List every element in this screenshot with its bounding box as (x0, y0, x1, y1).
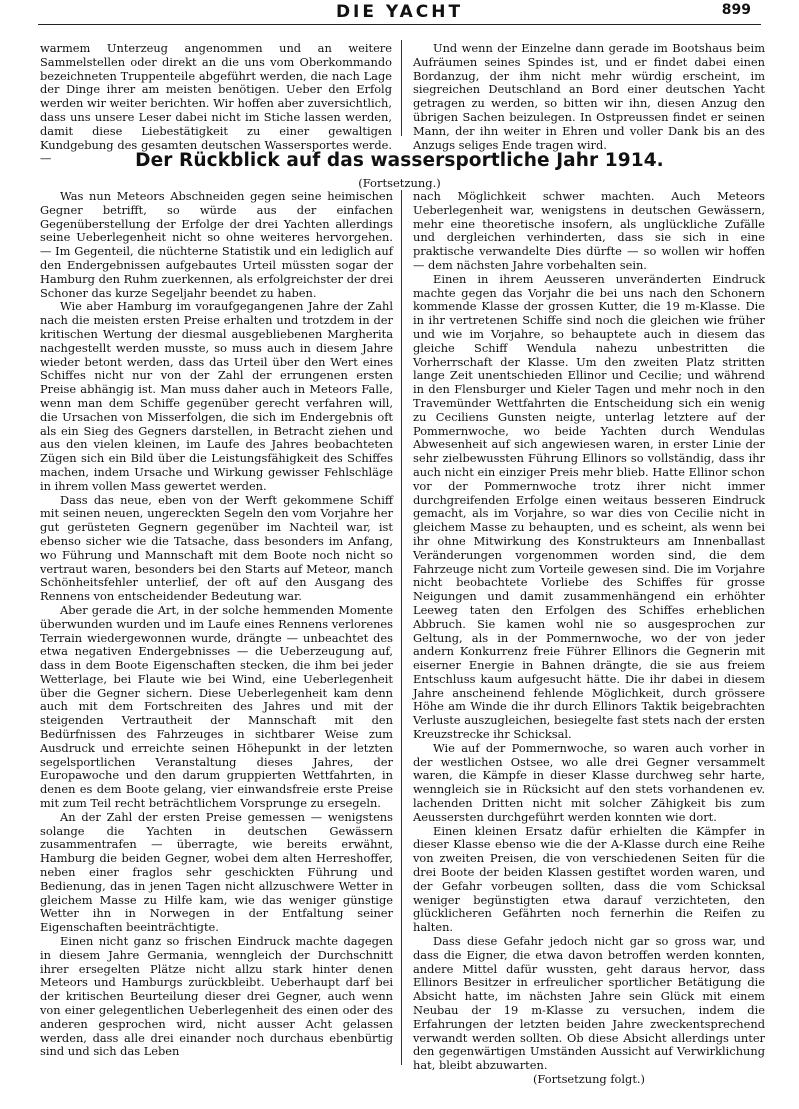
article-paragraph: Einen nicht ganz so frischen Eindruck machte dagegen in diesem Jahre Germania, wenngleich der Durchschnitt ihrer ersegelten Plätze nicht allzu stark hinter denen Meteors und Hamburgs zurückbleibt. Ueberhaupt darf bei der kritischen Beurteilung dieser drei Gegner, auch wenn von einer gelegentlichen Ueberlegenheit des einen oder des anderen gesprochen wird, nicht ausser Acht gelassen werden, dass alle drei einander noch durchaus ebenbürtig sind und sich das Leben (40, 934, 393, 1059)
article-subtitle: (Fortsetzung.) (358, 176, 441, 190)
article-paragraph: Aber gerade die Art, in der solche hemmenden Momente überwunden wurden und im Laufe eines Rennens verlorenes Terrain wiedergewonnen wurde, drängte — unbeachtet des etwa negativen Endergebnisses — die Ueberzeugung auf, dass in dem Boote Eigenschaften stecken, die ihm bei jeder Wetterlage, bei Flaute wie bei Wind, eine Ueberlegenheit über die Gegner sichern. Diese Ueberlegenheit kam denn auch mit dem Fortschreiten des Jahres und mit der steigenden Vertrautheit der Mannschaft mit den Bedürfnissen des Fahrzeuges in sichtbarer Weise zum Ausdruck und erreichte seinen Höhepunkt in der letzten segelsportlichen Veranstaltung dieses Jahres, der Europawoche und den darum gruppierten Wettfahrten, in denen es dem Boote gelang, vier einwandsfreie erste Preise mit zum Teil recht beträchtlichem Vorsprunge zu ersegeln. (40, 602, 393, 811)
article-paragraph: Wie auf der Pommernwoche, so waren auch vorher in der westlichen Ostsee, wo alle drei Gegner versammelt waren, die Kämpfe in dieser Klasse durchweg sehr harte, wenngleich sie in Rücksicht auf den stets vorhandenen ev. lachenden Dritten nicht mit solcher Zähigkeit bis zum Aeussersten durchgeführt werden konnten wie dort. (413, 740, 765, 824)
article-paragraph: Dass das neue, eben von der Werft gekommene Schiff mit seinen neuen, ungereckten Segeln den vom Vorjahre her gut gerüsteten Gegnern gegenüber im Nachteil war, ist ebenso sicher wie die Tatsache, dass besonders im Anfang, wo Führung und Mannschaft mit dem Boote noch nicht so vertraut waren, besonders bei den Starts auf Meteor, manch Schönheitsfehler unterlief, der oft auf den Ausgang des Rennens von entscheidender Bedeutung war. (40, 492, 393, 604)
column-divider-main (401, 190, 402, 1065)
header-rule (38, 24, 761, 25)
top-right-paragraph: Und wenn der Einzelne dann gerade im Bootshaus beim Aufräumen seines Spindes ist, und er findet dabei einen Bordanzug, der ihm nicht mehr würdig erscheint, im siegreichen Deutschland an Bord einer deutschen Yacht getragen zu werden, so bitten wir ihn, diesen Anzug den übrigen Sachen beizulegen. In Ostpreussen findet er seinen Mann, der ihn weiter in Ehren und voller Dank bis an des Anzugs seliges Ende tragen wird. (413, 41, 765, 152)
article-title: Der Rückblick auf das wassersportliche Jahr 1914. (135, 150, 664, 171)
article-paragraph: Einen in ihrem Aeusseren unveränderten Eindruck machte gegen das Vorjahr die bei uns nach den Schonern kommende Klasse der grossen Kutter, die 19 m-Klasse. Die in ihr vertretenen Schiffe sind noch die gleichen wie früher und wie im Vorjahre, so behauptete auch in diesem das gleiche Schiff Wendula nahezu unbestritten die Vorherrschaft der Klasse. Um den zweiten Platz stritten lange Zeit unentschieden Ellinor und Cecilie; und während in den Flensburger und Kieler Tagen und mehr noch in den Travemünder Wettfahrten die Entscheidung sich ein wenig zu Ceciliens Gunsten neigte, unterlag letztere auf der Pommernwoche, wo beide Yachten durch Wendulas Abwesenheit auf sich angewiesen waren, in erster Linie der sehr zielbewussten Führung Ellinors so vollständig, dass ihr auch nicht ein einziger Preis mehr blieb. Hatte Ellinor schon vor der Pommernwoche trotz ihrer nicht immer durchgreifenden Erfolge einen weitaus besseren Eindruck gemacht, als im Vorjahre, so war dies von Cecilie nicht in gleichem Masse zu behaupten, und es scheint, als wenn bei ihr ohne Mitwirkung des Konstrukteurs am Innenballast Veränderungen vorgenommen worden sind, die dem Fahrzeuge nicht zum Vorteile gewesen sind. Die im Vorjahre nicht beobachtete Vorliebe des Schiffes für grosse Neigungen und damit zusammenhängend ein erhöhter Leeweg taten den Erfolgen des Schiffes erheblichen Abbruch. Sie kamen wohl nie so ausgesprochen zur Geltung, als in der Pommernwoche, wo der von jeder andern Konkurrenz freie Führer Ellinors die Gegnerin mit eiserner Energie in Bahnen drängte, die sie aus freiem Entschluss kaum aufgesucht hätte. Die ihr dabei in diesem Jahre anscheinend fehlende Möglichkeit, durch grössere Höhe am Winde die ihr durch Ellinors Taktik beigebrachten Verluste auszugleichen, besiegelte fast stets nach der ersten Kreuzstrecke ihr Schicksal. (413, 271, 765, 742)
running-header (0, 2, 799, 24)
article-paragraph: Einen kleinen Ersatz dafür erhielten die Kämpfer in dieser Klasse ebenso wie die der A-Klasse durch eine Reihe von zweiten Preisen, die von verschiedenen Seiten für die drei Boote der beiden Klassen gestiftet worden waren, und der Gefahr vorbeugen sollten, dass die vom Schicksal weniger begünstigten etwa darauf verzichteten, den glücklicheren Gefährten noch fernerhin die Reifen zu halten. (413, 823, 765, 935)
top-left-column (40, 42, 392, 166)
article-paragraph: nach Möglichkeit schwer machten. Auch Meteors Ueberlegenheit war, wenigstens in deutschen Gewässern, mehr eine theoretische insofern, als unglückliche Zufälle und dergleichen verhinderten, dass sie sich in eine praktische verwandelte Dies dürfte — so wollen wir hoffen — dem nächsten Jahre vorbehalten sein. (413, 189, 765, 272)
article-left-column (40, 190, 393, 1059)
article-paragraph: Was nun Meteors Abschneiden gegen seine heimischen Gegner betrifft, so würde aus der einfachen Gegenüberstellung der Erfolge der drei Yachten allerdings seine Ueberlegenheit nicht so ohne weiteres hervorgehen. — Im Gegenteil, die nüchterne Statistik und ein lediglich auf den Endergebnissen aufgebautes Urteil müssten sogar der Hamburg den Ruhm zuerkennen, als erfolgreichster der drei Schoner das kurze Segeljahr beendet zu haben. (40, 189, 393, 300)
page-number: 899 (721, 2, 751, 18)
journal-title: DIE YACHT (335, 2, 464, 22)
article-paragraph: Wie aber Hamburg im voraufgegangenen Jahre der Zahl nach die meisten ersten Preise erhalten und trotzdem in der kritischen Wertung der diesmal ausgebliebenen Margherita nachgestellt werden musste, so muss auch in diesem Jahre wieder betont werden, dass das Urteil über den Wert eines Schiffes nicht nur von der Zahl der errungenen ersten Preise abhängig ist. Man muss daher auch in Meteors Falle, wenn man dem Schiffe gegenüber gerecht verfahren will, die Ursachen von Misserfolgen, die sich im Endergebnis oft als ein Sieg des Gegners darstellen, in Betracht ziehen und aus den vielen kleinen, im Laufe des Jahres beobachteten Zügen sich ein Bild über die Leistungsfähigkeit des Schiffes machen, indem Ursache und Wirkung gewisser Fehlschläge in ihrem vollen Mass gewertet werden. (40, 299, 393, 493)
top-left-paragraph: warmem Unterzeug angenommen und an weitere Sammelstellen oder direkt an die uns vom Oberkommando bezeichneten Truppenteile abgeführt werden, die nach Lage der Dinge ihrer am meisten benötigen. Ueber den Erfolg werden wir weiter berichten. Wir hoffen aber zuversichtlich, dass uns unsere Leser dabei nicht im Stiche lassen werden, damit diese Liebestätigkeit zu einer gewaltigen Kundgebung des gesamten deutschen Wassersportes werde. — (40, 41, 392, 166)
top-right-column (413, 42, 765, 152)
article-paragraph: Dass diese Gefahr jedoch nicht gar so gross war, und dass die Eigner, die etwa davon betroffen werden konnten, andere Mittel dafür wussten, geht daraus hervor, dass Ellinors Besitzer in erfreulicher sportlicher Betätigung die Absicht hatte, im nächsten Jahre sein Glück mit einem Neubau der 19 m-Klasse zu versuchen, indem die Erfahrungen der letzten beiden Jahre zweckentsprechend verwandt werden sollten. Ob diese Absicht allerdings unter den gegenwärtigen Umständen Aussicht auf Verwirklichung hat, bleibt abzuwarten. (413, 934, 765, 1073)
column-divider-top (401, 40, 402, 136)
continuation-note: (Fortsetzung folgt.) (532, 1072, 645, 1086)
article-paragraph: An der Zahl der ersten Preise gemessen — wenigstens solange die Yachten in deutschen Gewässern zusammentrafen — überragte, wie bereits erwähnt, Hamburg die beiden Gegner, wobei dem alten Herreshoffer, neben einer fraglos sehr geschickten Führung und Bedienung, das in jenen Tagen nicht allzuschwere Wetter in gleichem Masse zu Hilfe kam, wie das weniger günstige Wetter ihn in Norwegen in der Entfaltung seiner Eigenschaften beeinträchtigte. (40, 809, 393, 935)
article-right-column (413, 190, 765, 1087)
